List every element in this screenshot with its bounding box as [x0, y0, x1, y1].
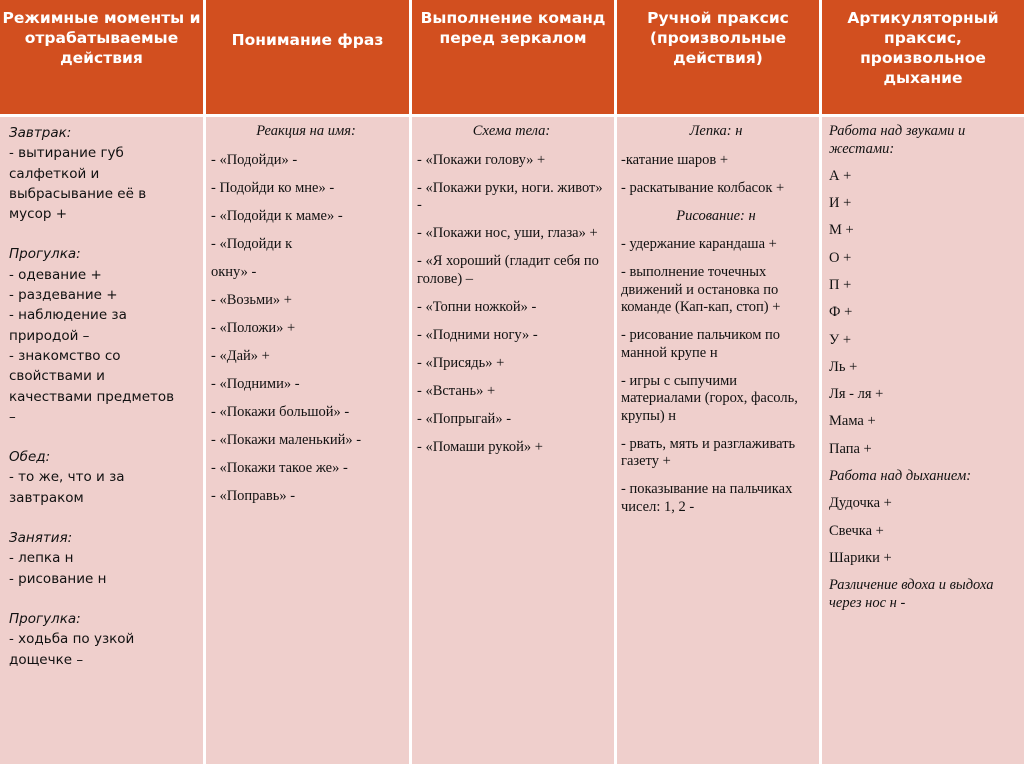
section-title: Обед: — [9, 449, 51, 466]
list-item: - то же, что и за — [9, 469, 125, 486]
list-item: - «Дай» + — [211, 347, 270, 364]
list-item: - «Присядь» + — [417, 354, 505, 371]
list-item: - вытирание губ — [9, 145, 124, 162]
list-item: - «Подойди к — [211, 235, 293, 252]
list-item: - «Покажи руки, ноги. живот» - — [417, 179, 603, 213]
list-item: - «Положи» + — [211, 319, 296, 336]
list-item: - ходьба по узкой — [9, 631, 135, 648]
list-item: окну» - — [211, 263, 257, 280]
list-item: - рисование н — [9, 570, 107, 587]
list-item: - «Возьми» + — [211, 291, 292, 308]
list-item: Свечка + — [829, 522, 884, 539]
cell-manual-praxis — [617, 117, 819, 764]
list-item: -катание шаров + — [621, 151, 728, 168]
section-title: Прогулка: — [9, 610, 81, 627]
list-item: завтраком — [9, 489, 84, 506]
section-title: Различение вдоха и выдоха через нос н - — [829, 577, 994, 611]
list-item: - «Поправь» - — [211, 487, 296, 504]
list-item: качествами предметов — [9, 388, 175, 405]
section-title: Работа над звуками и жестами: — [829, 123, 966, 157]
list-item: М + — [829, 222, 854, 239]
list-item: У + — [829, 331, 852, 348]
section-title: Рисование: н — [676, 207, 756, 224]
section-title: Занятия: — [9, 530, 73, 547]
list-item: - лепка н — [9, 550, 74, 567]
list-item: - знакомство со — [9, 347, 121, 364]
list-item: - «Подними ногу» - — [417, 326, 538, 343]
section-title: Прогулка: — [9, 246, 81, 263]
list-item: И + — [829, 195, 852, 212]
list-item: - игры с сыпучими материалами (горох, фасоль, крупы) н — [621, 372, 798, 424]
header-phrases: Понимание фраз — [206, 0, 409, 114]
list-item: - «Покажи нос, уши, глаза» + — [417, 225, 598, 241]
list-item: - раздевание + — [9, 287, 118, 304]
list-item: - удержание карандаша + — [621, 236, 777, 252]
list-item: Шарики + — [829, 549, 892, 566]
cell-phrases — [206, 117, 409, 764]
list-item: - «Топни ножкой» - — [417, 298, 537, 315]
list-item: - «Попрыгай» - — [417, 410, 512, 427]
list-item: мусор + — [9, 206, 68, 223]
list-item: - «Покажи большой» - — [211, 403, 350, 420]
list-item: – — [9, 408, 16, 425]
header-articulation: Артикуляторный праксис, произвольное дыхание — [822, 0, 1024, 114]
list-item: П + — [829, 276, 852, 293]
cell-mirror — [412, 117, 614, 764]
list-item: - «Покажи такое же» - — [211, 459, 348, 476]
list-item: - рисование пальчиком по манной крупе н — [621, 327, 781, 361]
list-item: О + — [829, 249, 852, 266]
list-item: - «Помаши рукой» + — [417, 438, 543, 455]
list-item: - одевание + — [9, 266, 102, 283]
header-manual-praxis: Ручной праксис (произвольные действия) — [617, 0, 819, 114]
section-title: Реакция на имя: — [256, 123, 356, 139]
list-item: - «Покажи маленький» - — [211, 431, 362, 448]
section-title: Схема тела: — [472, 123, 551, 139]
list-item: - выполнение точечных движений и остановка по команде (Кап-кап, стоп) + — [621, 264, 781, 315]
list-item: - «Подойди» - — [211, 151, 298, 168]
section-title: Завтрак: — [9, 125, 72, 141]
list-item: - «Встань» + — [417, 382, 496, 399]
list-item: Ф + — [829, 304, 853, 321]
cell-articulation — [822, 117, 1024, 764]
header-mirror: Выполнение команд перед зеркалом — [412, 0, 614, 114]
list-item: Мама + — [829, 413, 876, 430]
list-item: - раскатывание колбасок + — [621, 179, 785, 196]
list-item: Ля - ля + — [829, 386, 884, 403]
list-item: Папа + — [829, 440, 872, 457]
list-item: - рвать, мять и разглаживать газету + — [621, 435, 796, 469]
list-item: - «Покажи голову» + — [417, 151, 546, 168]
section-title: Работа над дыханием: — [829, 468, 972, 485]
list-item: - «Я хороший (гладит себя по голове) – — [417, 253, 599, 287]
list-item: - показывание на пальчиках чисел: 1, 2 - — [621, 481, 793, 515]
list-item: выбрасывание её в — [9, 185, 147, 202]
list-item: свойствами и — [9, 368, 105, 385]
list-item: дощечке – — [9, 651, 84, 668]
list-item: природой – — [9, 327, 90, 344]
list-item: Ль + — [829, 358, 858, 375]
list-item: салфеткой и — [9, 165, 100, 182]
section-title: Лепка: н — [689, 123, 743, 139]
list-item: - «Подойди к маме» - — [211, 207, 343, 224]
list-item: А + — [829, 167, 852, 184]
cell-routine — [0, 117, 203, 764]
list-item: - Подойди ко мне» - — [211, 179, 335, 196]
header-routine: Режимные моменты и отрабатываемые действия — [0, 0, 203, 114]
list-item: - наблюдение за — [9, 307, 127, 324]
list-item: - «Подними» - — [211, 375, 300, 392]
list-item: Дудочка + — [829, 495, 892, 512]
